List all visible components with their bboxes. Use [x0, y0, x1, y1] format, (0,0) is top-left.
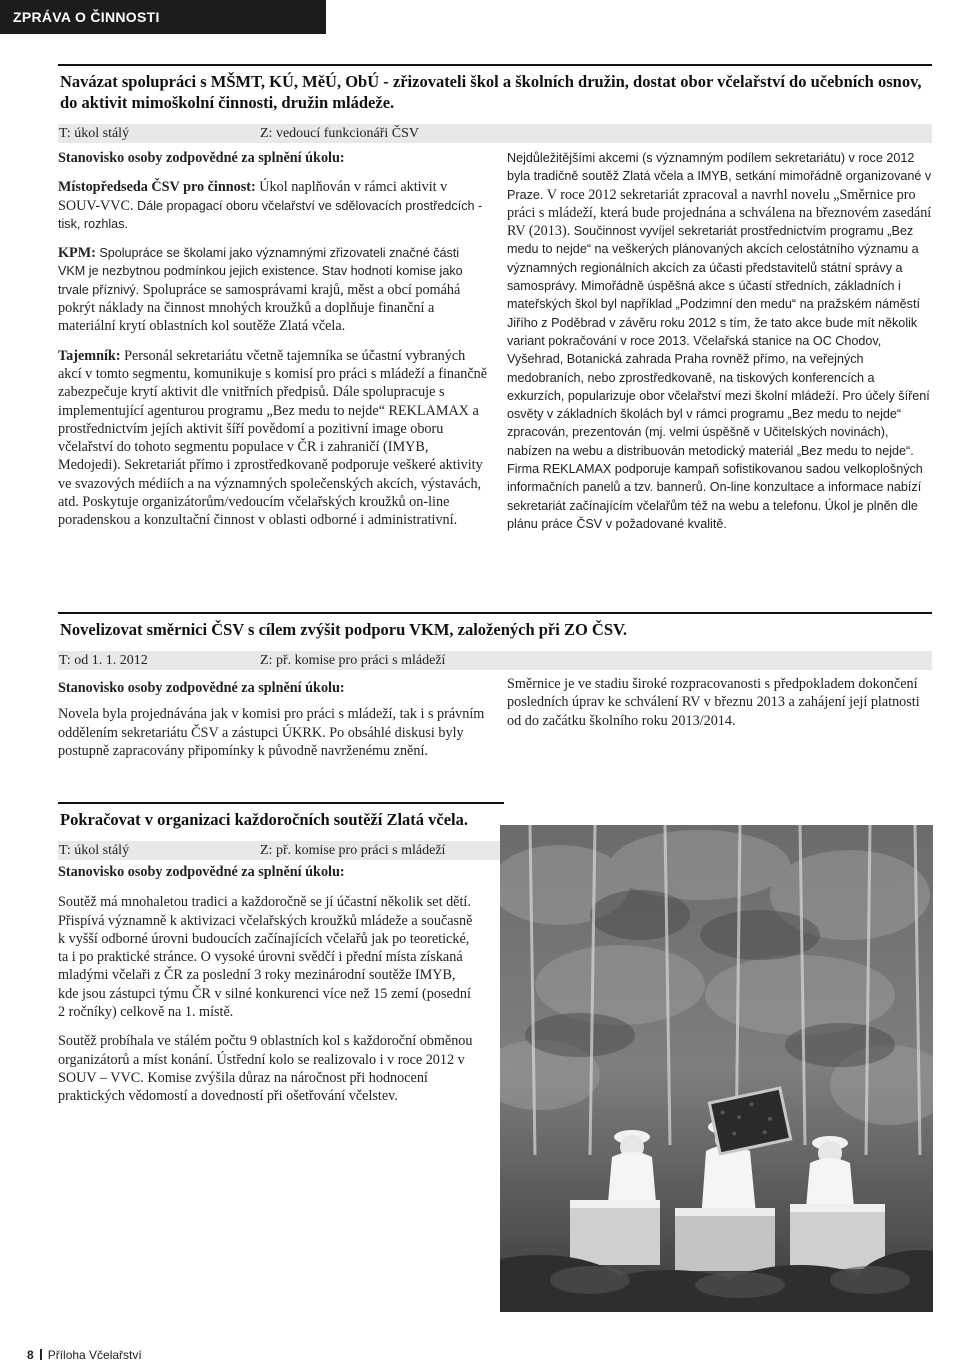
section-2-responsible: Z: př. komise pro práci s mládeží: [260, 653, 446, 668]
section-1-para-vice-chair: Místopředseda ČSV pro činnost: Úkol naplňován v rámci aktivit v SOUV-VVC. Dále propagací oboru včelařství ve sdělovacích prostředcích - tisk, rozhlas.: [58, 179, 483, 231]
section-3-term: T: úkol stálý: [59, 843, 130, 858]
footer-divider: [40, 1349, 42, 1360]
section-3-left-column: [58, 863, 476, 1117]
section-1-responsible: Z: vedoucí funkcionáři ČSV: [260, 126, 420, 141]
section-1-left-column: [58, 149, 488, 541]
section-3: [58, 802, 504, 860]
section-2-left-column: [58, 679, 488, 771]
section-3-title: Pokračovat v organizaci každoročních soutěží Zlatá včela.: [58, 802, 504, 833]
page-header-title: ZPRÁVA O ČINNOSTI: [13, 9, 160, 25]
page-number: 8: [27, 1348, 34, 1362]
section-2-right-text: Směrnice je ve stadiu široké rozpracovanosti s předpokladem dokončení posledních úprav ke schválení RV v březnu 2013 a zahájení její platnosti od do začátku školního roku 2013/2014.: [507, 676, 920, 729]
section-3-para-1: Soutěž má mnohaletou tradici a každoročně se jí účastní několik set dětí. Přispívá významně k aktivizaci včelařských kroužků mládeže a současně k vyšší odborné úrovni budoucích začínajících včelařů jak po teoretické, ta i po praktické stránce. O vysoké úrovni svědčí i přední místa získaná mladými včelaři z ČR za poslední 3 roky mezinárodní soutěže IMYB, kde jsou zástupci týmu ČR v silné konkurenci více než 15 zemí (posední 2 ročníky) celkově na 1. místě.: [58, 894, 473, 1021]
section-1-para-secretary: Tajemník: Personál sekretariátu včetně tajemníka se účastní vybraných akcí v tomto segmentu, komunikuje s komisí pro práci s mládeží a finančně zabezpečuje krytí aktivit dle vnitřních předpisů. Dále spolupracuje s implementující agenturou programu „Bez medu to nejde“ REKLAMAX a prostřednictvím jejích aktivit šíří povědomí a pozitivní image oboru včelařství do tohoto segmentu populace v ČR i zahraničí (IMYB, Medojedi). Sekretariát přímo i zprostředkovaně podporuje veškeré aktivity ve svazových médiích a na významných společenských akcích, výstavách, atd. Poskytuje organizátorům/vedoucím včelařských kroužků on-line poradenskou a konzultační činnost v oblasti odborné i administrativní.: [58, 347, 488, 529]
section-3-responsible: Z: př. komise pro práci s mládeží: [260, 843, 446, 858]
section-1-term: T: úkol stálý: [59, 126, 130, 141]
section-2-title: Novelizovat směrnici ČSV s cílem zvýšit podporu VKM, založených při ZO ČSV.: [58, 612, 932, 643]
page-header-bar: [0, 0, 326, 34]
section-1-title: Navázat spolupráci s MŠMT, KÚ, MěÚ, ObÚ - zřizovateli škol a školních družin, dostat obor včelařství do učebních osnov, do aktivit mimoškolní činnosti, družin mládeže.: [58, 64, 932, 116]
section-3-stance-heading: Stanovisko osoby zodpovědné za splnění úkolu:: [58, 864, 345, 880]
section-2-meta: [58, 651, 932, 670]
section-1-right-text: Nejdůležitějšími akcemi (s významným podílem sekretariátu) v roce 2012 byla tradičně soutěž Zlatá včela a IMYB, setkání mimořádně organizované v Praze. V roce 2012 sekretariát zpracoval a navrhl novelu „Směrnice pro práci s mládeží, která bude projednána a schválena na březnovém zasedání RV (2013). Součinnost vyvíjel sekretariát prostřednictvím programu „Bez medu to nejde“ na veškerých plánovaných akcích celostátního významu a významných regionálních akcích za účasti představitelů státní správy a samosprávy. Mimořádně úspěšná akce s účastí středních, základních i mateřských škol byl například „Podzimní den medu“ na pražském náměstí Jiřího z Poděbrad v závěru roku 2012 s tím, že tato akce bude mít několik variant pokračování v roce 2013. Včelařská stanice na OC Chodov, Vyšehrad, Botanická zahrada Praha rovněž přímo, na veřejných medobraních, nebo zprostředkovaně, na tiskových konferencích a exkurzích, popularizuje obor včelařství mezi školní mládeží. Pro účely šíření osvěty v základních školách byl v rámci programu „Bez medu to nejde“ zpracován, prezentován (mj. velmi úspěšně v Učitelských novinách), nabízen na webu a distribuován metodický materiál „Bez medu to nejde“. Firma REKLAMAX podporuje kampaň sofistikovanou sadou velkoplošných informačních panelů a tzv. bannerů. On-line konzultace a informace nabízí sekretariát začínajícím včelařům též na webu a telefonu. Úkol je plněn dle plánu práce ČSV v požadované kvalitě.: [507, 151, 932, 531]
section-2-left-text: Novela byla projednávána jak v komisi pro práci s mládeží, tak i s právním oddělením sekretariátu ČSV a zástupci ÚKRK. Po obsáhlé diskusi byly postupně zapracovány připomínky k původně navrženému znění.: [58, 706, 485, 759]
section-2-right-column: [507, 675, 935, 741]
section-1-meta: [58, 124, 932, 143]
section-3-para-2: Soutěž probíhala ve stálém počtu 9 oblastních kol s každoroční obměnou organizátorů a míst konání. Ústřední kolo se realizovalo i v roce 2012 v SOUV – VVC. Komise zvýšila důraz na náročnost při hodnocení praktických vědomostí a dovedností při ošetřování včelstev.: [58, 1033, 473, 1105]
section-1-para-kpm: KPM: Spolupráce se školami jako významnými zřizovateli značné části VKM je nezbytnou podmínkou jejich existence. Stav hodnotí komise jako trvale příznivý. Spolupráce se samosprávami krajů, měst a obcí pomáhá pokrýt náklady na činnost mnohých kroužků a doplňuje finanční a materiální krytí oblastních kol soutěže Zlatá včela.: [58, 245, 463, 335]
section-2: [58, 612, 932, 670]
beekeepers-photo: [500, 825, 933, 1312]
publication-label: Příloha Včelařství: [47, 1348, 142, 1362]
section-1-stance-heading: Stanovisko osoby zodpovědné za splnění úkolu:: [58, 150, 345, 166]
section-3-meta: [58, 841, 504, 860]
section-2-stance-heading: Stanovisko osoby zodpovědné za splnění úkolu:: [58, 680, 345, 696]
section-1: [58, 64, 932, 143]
section-1-right-column: [507, 149, 935, 544]
section-2-term: T: od 1. 1. 2012: [59, 653, 148, 668]
page-footer: [27, 1348, 142, 1362]
